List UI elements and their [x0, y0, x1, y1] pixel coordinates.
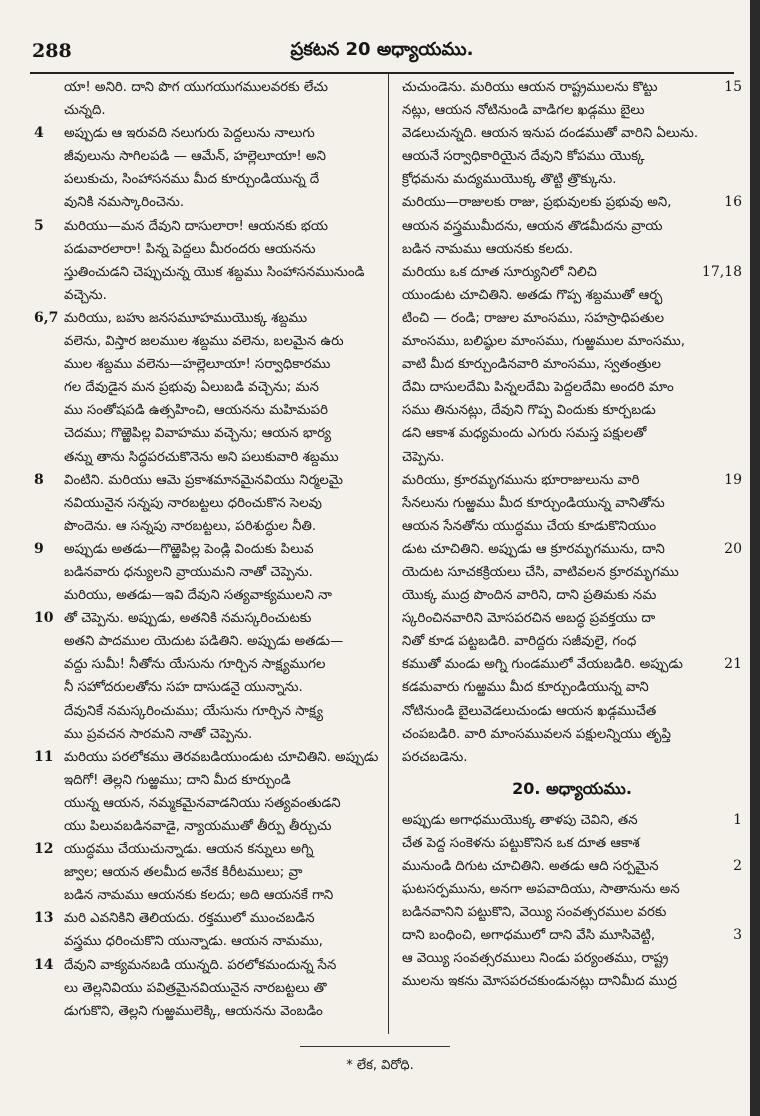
- verse-number: 8: [34, 471, 44, 488]
- verse-text: యొక్క ముద్ర పొందిన వారిని, దాని ప్రతిమకు నమ: [402, 588, 657, 604]
- text-line: [34, 653, 386, 676]
- text-line: [34, 838, 386, 861]
- verse-text: చెదము; గొఱ్ఱెపిల్ల వివాహము వచ్చెను; ఆయన భార్య: [64, 426, 332, 442]
- text-line: [34, 76, 386, 99]
- text-line: [402, 924, 742, 947]
- verse-number: 13: [34, 910, 54, 927]
- column-divider: [388, 74, 389, 1034]
- text-line: [402, 469, 742, 492]
- page-header: [32, 36, 732, 70]
- text-line: [34, 168, 386, 191]
- header-rule: [30, 72, 734, 74]
- margin-verse-number: 16: [724, 194, 742, 211]
- text-line: [402, 723, 742, 746]
- text-line: [34, 746, 386, 769]
- verse-text: ఆయనే సర్వాధికారియైన దేవుని కోపము యొక్క: [402, 149, 645, 165]
- text-line: [402, 122, 742, 145]
- verse-number: 12: [34, 841, 54, 858]
- text-line: [34, 307, 386, 330]
- verse-text: చేత పెద్ద సంకెళను పట్టుకొనిన ఒక దూత ఆకాశ: [402, 835, 640, 851]
- verse-text: మరియు—రాజులకు రాజు, ప్రభువులకు ప్రభువు అని,: [402, 195, 672, 211]
- verse-text: కడమవారు గుఱ్ఱము మీద కూర్చుండియున్న వాని: [402, 680, 649, 696]
- text-line: [402, 238, 742, 261]
- verse-text: అతని పాదముల యెదుట పడితిని. అప్పుడు అతడు—: [64, 634, 344, 650]
- verse-text: నట్లు, ఆయన నోటినుండి వాడిగల ఖడ్గము బైలు: [402, 103, 645, 119]
- verse-text: పొందెను. ఆ సన్నపు నారబట్టలు, పరిశుద్ధుల నీతి.: [64, 518, 317, 534]
- verse-text: యుద్ధము చేయుచున్నాడు. ఆయన కన్నులు అగ్ని: [64, 842, 314, 858]
- verse-text: యు పిలువబడినవాడై, న్యాయముతో తీర్పు తీర్చుచు: [64, 819, 332, 834]
- text-line: [34, 122, 386, 145]
- verse-text: మరి ఎవనికిని తెలియదు. రక్తములో ముంచబడిన: [64, 911, 315, 927]
- right-column-text-before: [402, 76, 742, 769]
- text-line: [34, 815, 386, 838]
- text-line: [34, 469, 386, 492]
- verse-text: ఘటసర్పమును, అనగా అపవాదియు, సాతానును అన: [402, 882, 680, 898]
- text-line: [34, 676, 386, 699]
- verse-text: లు తెల్లనివియు పవిత్రమైనవియునైన నారబట్టలు తొ: [64, 980, 327, 996]
- verse-text: స్తుతించుడని చెప్పుచున్న యొక శబ్దము సింహాసనమునుండి: [64, 264, 365, 280]
- page-number: 288: [32, 40, 72, 62]
- text-line: [34, 861, 386, 884]
- verse-text: పడువారలారా! పిన్న పెద్దలు మీరందరు ఆయనను: [64, 241, 316, 257]
- text-line: [402, 399, 742, 422]
- verse-text: వలెను, విస్తార జలముల శబ్దము వలెను, బలమైన ఉరు: [64, 334, 344, 350]
- text-line: [402, 330, 742, 353]
- margin-verse-number: 19: [724, 471, 742, 488]
- verse-text: నితో కూడ పట్టబడిరి. వారిద్దరు సజీవులై, గంధ: [402, 634, 637, 650]
- margin-verse-number: 2: [733, 858, 742, 874]
- text-line: [402, 168, 742, 191]
- verse-number: 4: [34, 125, 44, 142]
- left-column: [34, 76, 386, 1023]
- margin-verse-number: 15: [724, 79, 742, 95]
- text-line: [34, 607, 386, 630]
- verse-text: పరచబడెను.: [402, 749, 468, 765]
- scan-edge: [750, 0, 760, 1116]
- text-line: [34, 930, 386, 953]
- text-line: [402, 855, 742, 878]
- text-line: [34, 584, 386, 607]
- verse-text: గల దేవుడైన మన ప్రభువు ఏలుబడి వచ్చెను; మన: [64, 380, 319, 396]
- verse-text: సేనలును గుఱ్ఱము మీద కూర్చుండియున్న వానితోను: [402, 495, 665, 511]
- verse-number: 14: [34, 956, 54, 973]
- verse-text: ములను ఇకను మోసపరచకుండునట్లు దానిమీద ముద్ర: [402, 974, 677, 990]
- right-column-text-after: [402, 809, 742, 994]
- verse-text: పలుకుచు, సింహాసనము మీద కూర్చుండియున్న దే: [64, 172, 320, 188]
- text-line: [34, 561, 386, 584]
- text-line: [402, 446, 742, 469]
- verse-text: వచ్చెను.: [64, 287, 107, 303]
- verse-text: దాని బంధించి, అగాధములో దాని వేసి మూసివెట్టి,: [402, 928, 656, 944]
- verse-text: మరియు, బహు జనసమూహముయొక్క శబ్దము: [64, 310, 308, 326]
- verse-number: 5: [34, 217, 44, 234]
- verse-text: అప్పుడు ఆ ఇరువది నలుగురు పెద్దలును నాలుగు: [64, 126, 315, 142]
- verse-text: క్రోధమను మద్యముయొక్క తొట్టి త్రొక్కును.: [402, 172, 617, 188]
- verse-text: వాటి మీద కూర్చుండినవారి మాంసము, స్వతంత్రుల: [402, 357, 661, 373]
- verse-text: మునుండి దిగుట చూచితిని. అతడు ఆది సర్పమైన: [402, 859, 659, 874]
- text-line: [34, 792, 386, 815]
- running-title: ప్రకటన 20 అధ్యాయము.: [290, 39, 474, 60]
- text-line: [402, 947, 742, 970]
- text-line: [402, 700, 742, 723]
- verse-text: డుట చూచితిని. అప్పుడు ఆ క్రూరమృగమును, దాని: [402, 541, 665, 557]
- text-line: [34, 446, 386, 469]
- verse-text: సము తినునట్లు, దేవుని గొప్ప విందుకు కూర్చబడు: [402, 403, 656, 419]
- verse-text: స్కరించినవారిని మోసపరచిన అబద్ధ ప్రవక్తయు దా: [402, 611, 656, 627]
- text-line: [34, 700, 386, 723]
- text-line: [34, 191, 386, 214]
- margin-verse-number: 20: [724, 540, 742, 557]
- text-line: [402, 261, 742, 284]
- verse-text: వస్త్రము ధరించుకొని యున్నాడు. ఆయన నామము,: [64, 934, 323, 950]
- text-line: [34, 422, 386, 445]
- footnote: * లేక, విరోధి.: [346, 1058, 414, 1073]
- footnote-rule: [300, 1046, 450, 1047]
- verse-text: ఆయన సేనతోను యుద్ధము చేయ కూడుకొనియుం: [402, 518, 657, 534]
- margin-verse-number: 21: [724, 656, 742, 673]
- verse-number: 10: [34, 610, 54, 627]
- verse-text: వద్దు సుమీ! నీతోను యేసును గూర్చిన సాక్ష్యముగల: [64, 657, 326, 673]
- verse-text: యా! అనిరి. దాని పొగ యుగయుగములవరకు లేచు: [64, 80, 328, 95]
- text-line: [402, 901, 742, 924]
- verse-text: జీవులును సాగిలపడి — ఆమేన్, హల్లెలూయా! అని: [64, 149, 326, 165]
- verse-text: ముల శబ్దము వలెను—హల్లెలూయా! సర్వాధికారము: [64, 357, 331, 373]
- verse-text: యున్న ఆయన, నమ్మకమైనవాడనియు సత్యవంతుడని: [64, 795, 341, 811]
- text-line: [34, 99, 386, 122]
- text-line: [34, 954, 386, 977]
- verse-text: చున్నది.: [64, 103, 106, 119]
- verse-text: ఆయన వస్త్రముమీదను, ఆయన తొడమీదను వ్రాయ: [402, 218, 663, 234]
- verse-text: వునికి నమస్కారించెను.: [64, 195, 185, 211]
- text-line: [34, 723, 386, 746]
- verse-text: దేవునికే నమస్కరించుము; యేసును గూర్చిన సాక్ష్య: [64, 703, 323, 719]
- chapter-heading: 20. అధ్యాయము.: [512, 778, 632, 798]
- verse-text: దేమి దాసులదేమి పిన్నలదేమి పెద్దలదేమి అందరి మాం: [402, 380, 674, 396]
- text-line: [402, 99, 742, 122]
- text-line: [402, 284, 742, 307]
- verse-text: కముతో మండు అగ్ని గుండములో వేయబడిరి. అప్పుడు: [402, 657, 683, 673]
- verse-text: మరియు ఒక దూత సూర్యునిలో నిలిచి: [402, 264, 597, 280]
- text-line: [402, 970, 742, 993]
- margin-verse-number: 3: [733, 927, 742, 944]
- margin-verse-number: 1: [733, 811, 742, 828]
- text-line: [402, 630, 742, 653]
- verse-text: యుండుట చూచితిని. అతడు గొప్ప శబ్దముతో ఆర్భ: [402, 287, 663, 303]
- text-line: [402, 878, 742, 901]
- text-line: [402, 191, 742, 214]
- text-line: [34, 1000, 386, 1023]
- text-line: [402, 376, 742, 399]
- verse-text: మరియు పరలోకము తెరవబడియుండుట చూచితిని. అప్పుడు: [64, 749, 379, 765]
- text-line: [402, 422, 742, 445]
- verse-text: అప్పుడు అతడు—గొఱ్ఱెపిల్ల పెండ్లి విందుకు పిలువ: [64, 541, 314, 557]
- verse-text: బడిన నామము ఆయనకు కలదు.: [402, 241, 574, 257]
- text-line: [34, 399, 386, 422]
- text-line: [34, 630, 386, 653]
- text-line: [34, 330, 386, 353]
- text-line: [402, 538, 742, 561]
- text-line: [402, 353, 742, 376]
- verse-text: యెదుట సూచకక్రియలు చేసి, వాటివలన క్రూరమృగము: [402, 564, 679, 580]
- text-line: [34, 492, 386, 515]
- text-line: [34, 376, 386, 399]
- text-line: [34, 977, 386, 1000]
- text-line: [402, 215, 742, 238]
- verse-text: బడినవానిని పట్టుకొని, వెయ్యి సంవత్సరముల వరకు: [402, 905, 667, 921]
- margin-verse-number: 17,18: [701, 263, 742, 280]
- text-line: [34, 261, 386, 284]
- verse-text: ము సంతోషపడి ఉత్సహించి, ఆయనను మహిమపరి: [64, 403, 329, 419]
- verse-text: వెడలుచున్నది. ఆయన ఇనుప దండముతో వారిని ఏలును.: [402, 126, 699, 142]
- verse-text: చుచుండెను. మరియు ఆయన రాష్ట్రములను కొట్టు: [402, 80, 658, 95]
- verse-text: డని ఆకాశ మధ్యమందు ఎగురు సమస్త పక్షులతో: [402, 426, 647, 442]
- text-line: [402, 76, 742, 99]
- verse-text: ము ప్రవచన సారమని నాతో చెప్పెను.: [64, 726, 253, 742]
- text-line: [402, 145, 742, 168]
- text-line: [34, 353, 386, 376]
- verse-text: మరియు—మన దేవుని దాసులారా! ఆయనకు భయ: [64, 218, 328, 234]
- text-line: [34, 215, 386, 238]
- verse-text: జ్వాల; ఆయన తలమీద అనేక కిరీటములు; వ్రా: [64, 865, 303, 881]
- verse-text: మరియు, అతడు—ఇవి దేవుని సత్యవాక్యములని నా: [64, 588, 332, 604]
- text-line: [402, 584, 742, 607]
- text-line: [402, 676, 742, 699]
- text-line: [402, 832, 742, 855]
- text-line: [34, 884, 386, 907]
- text-line: [34, 907, 386, 930]
- text-line: [402, 561, 742, 584]
- verse-text: తో చెప్పెను. అప్పుడు, అతనికి నమస్కరించుటకు: [64, 611, 312, 627]
- verse-text: తన్ను తాను సిద్ధపరచుకొనెను అని పలుకువారి శబ్దము: [64, 449, 339, 465]
- verse-text: అప్పుడు అగాధముయొక్క తాళపు చెవిని, తన: [402, 812, 638, 828]
- right-column: [402, 76, 742, 994]
- verse-text: చంపబడిరి. వారి మాంసమువలన పక్షులన్నియు తృప్తి: [402, 726, 671, 742]
- verse-text: దేవుని వాక్యమనబడి యున్నది. పరలోకమందున్న సేన: [64, 957, 337, 973]
- verse-text: బడినవారు ధన్యులని వ్రాయుమని నాతో చెప్పెను.: [64, 564, 313, 580]
- text-line: [402, 653, 742, 676]
- verse-number: 6,7: [34, 309, 59, 326]
- verse-text: నోటినుండి బైలువెడలుచుండు ఆయన ఖడ్గముచేత: [402, 703, 657, 719]
- text-line: [34, 769, 386, 792]
- verse-text: మాంసము, బలిష్ఠుల మాంసము, గుఱ్ఱముల మాంసము,: [402, 334, 685, 350]
- text-line: [402, 809, 742, 832]
- text-line: [34, 284, 386, 307]
- verse-text: చెప్పెను.: [402, 449, 445, 465]
- text-line: [34, 538, 386, 561]
- verse-number: 9: [34, 540, 44, 557]
- text-line: [402, 515, 742, 538]
- verse-text: వింటిని. మరియు ఆమె ప్రకాశమానమైనవియు నిర్మలమై: [64, 472, 343, 488]
- verse-text: నవియునైన సన్నపు నారబట్టలు ధరించుకొన సెలవు: [64, 495, 322, 511]
- verse-text: ఆ వెయ్యి సంవత్సరములు నిండు పర్యంతము, రాష్ట్ర: [402, 951, 669, 967]
- text-line: [34, 238, 386, 261]
- verse-text: మరియు, క్రూరమృగమును భూరాజులును వారి: [402, 472, 640, 488]
- verse-text: ఇదిగో! తెల్లని గుఱ్ఱము; దాని మీద కూర్చుండి: [64, 772, 291, 788]
- text-line: [402, 307, 742, 330]
- verse-number: 11: [34, 748, 54, 765]
- text-line: [402, 746, 742, 769]
- text-line: [34, 145, 386, 168]
- verse-text: నీ సహోదరులతోను సహ దాసుడనై యున్నాను.: [64, 680, 303, 696]
- verse-text: టించి — రండి; రాజుల మాంసము, సహస్రాధిపతుల: [402, 310, 665, 326]
- text-line: [402, 492, 742, 515]
- verse-text: బడిన నామము ఆయనకు కలదు; అది ఆయనకే గాని: [64, 888, 334, 904]
- verse-text: డుగుకొని, తెల్లని గుఱ్ఱములెక్కి, ఆయనను వెంబడిం: [64, 1003, 323, 1019]
- text-line: [402, 607, 742, 630]
- text-line: [34, 515, 386, 538]
